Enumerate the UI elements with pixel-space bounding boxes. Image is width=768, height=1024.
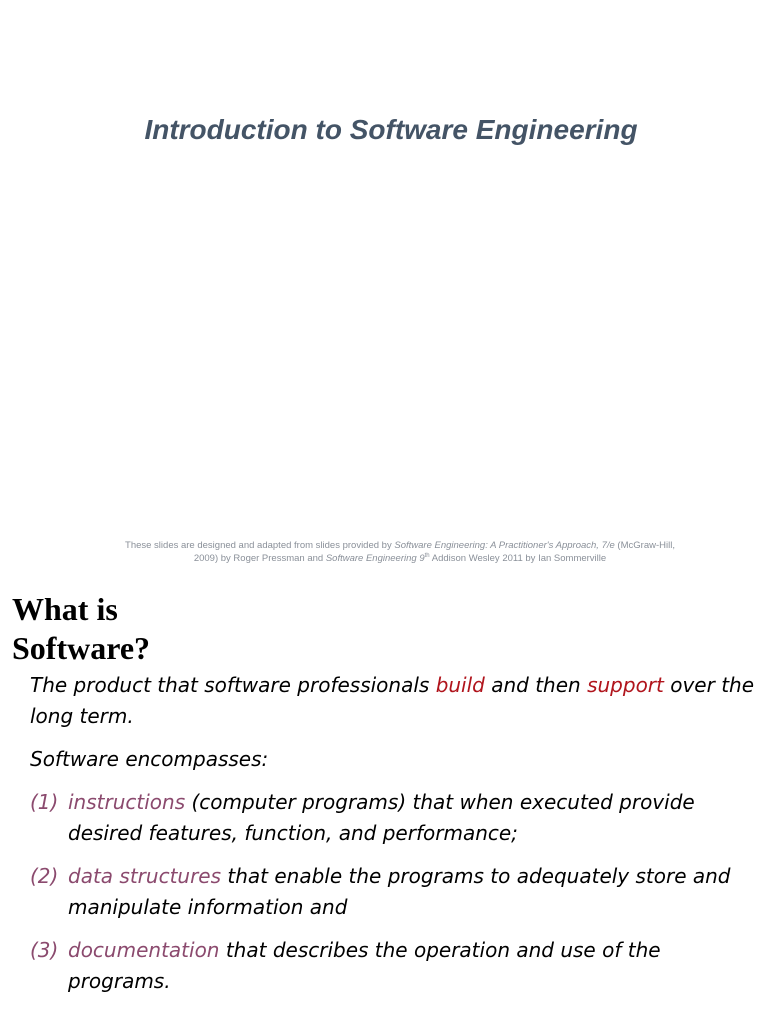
intro-support: support <box>587 673 664 697</box>
heading-line-2: Software? <box>12 630 151 666</box>
credits-book1-suffix: (McGraw-Hill, <box>614 540 675 551</box>
list-item-text: that enable the programs to adequately store and manipulate information and <box>68 864 731 919</box>
section-heading <box>12 590 150 668</box>
list-item <box>30 861 755 923</box>
list-item-text: that describes the operation and use of the programs. <box>68 938 661 993</box>
encompasses-paragraph: Software encompasses: <box>30 747 269 771</box>
credits-note <box>80 539 720 565</box>
list-item-term: instructions <box>68 790 186 814</box>
list-item <box>30 935 755 997</box>
list-item-term: data structures <box>68 864 222 888</box>
credits-book1: Software Engineering: A Practitioner's Approach, 7/e <box>394 540 615 551</box>
list-item-term: documentation <box>68 938 220 962</box>
credits-book2: Software Engineering 9 <box>325 553 425 564</box>
intro-paragraph <box>30 670 755 732</box>
credits-line-1 <box>80 539 720 552</box>
list-item-text: (computer programs) that when executed provide desired features, function, and performance; <box>68 790 695 845</box>
list-item-number: (3) <box>30 938 59 962</box>
body-content <box>30 670 755 1009</box>
credits-line2-suffix: Addison Wesley 2011 by Ian Sommerville <box>429 553 607 564</box>
heading-line-1: What is <box>12 591 118 627</box>
credits-prefix: These slides are designed and adapted from slides provided by <box>125 540 395 551</box>
intro-part-1: The product that software professionals <box>30 673 436 697</box>
list-item <box>30 787 755 849</box>
intro-part-3: over the long term. <box>30 673 755 728</box>
list-item-number: (1) <box>30 790 59 814</box>
credits-line2-prefix: 2009) by Roger Pressman and <box>193 553 326 564</box>
intro-part-2: and then <box>484 673 588 697</box>
list-item-number: (2) <box>30 864 59 888</box>
credits-line-2 <box>80 552 720 565</box>
intro-build: build <box>435 673 485 697</box>
credits-book2-sup: th <box>424 552 430 559</box>
slide-title: Introduction to Software Engineering <box>144 114 638 145</box>
